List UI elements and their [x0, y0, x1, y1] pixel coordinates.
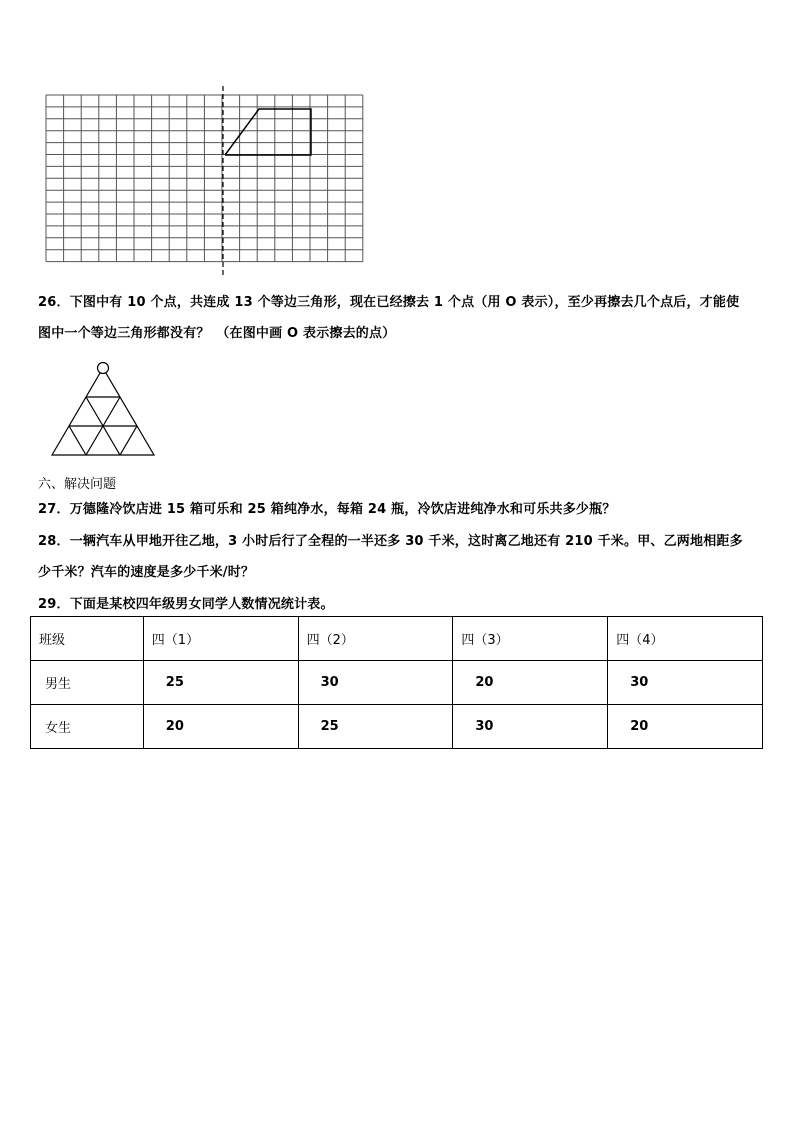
q27-text: 27．万德隆冷饮店进 15 箱可乐和 25 箱纯净水，每箱 24 瓶，冷饮店进纯净水和可乐共多少瓶？ [38, 502, 616, 517]
table-header-cell: 四（1） [143, 617, 298, 661]
table-cell: 20 [608, 705, 763, 749]
table-cell: 30 [453, 705, 608, 749]
triangle-figure [45, 358, 160, 460]
q26-line1: 26．下图中有 10 个点，共连成 13 个等边三角形，现在已经擦去 1 个点（用 O 表示），至少再擦去几个点后，才能使 [38, 295, 740, 310]
table-header-cell: 四（2） [298, 617, 453, 661]
table-header-cell: 班级 [31, 617, 144, 661]
shape-outline [225, 109, 311, 155]
table-header-row [31, 617, 763, 661]
table-cell: 30 [298, 661, 453, 705]
table-cell: 20 [143, 705, 298, 749]
triangle-line [69, 426, 86, 455]
table-header-cell: 四（3） [453, 617, 608, 661]
grid-figure [40, 85, 375, 280]
table-row [31, 705, 763, 749]
q28-line2: 少千米？汽车的速度是多少千米/时？ [38, 565, 255, 580]
row-label: 女生 [31, 705, 144, 749]
outer-triangle [52, 368, 154, 455]
table-cell: 20 [453, 661, 608, 705]
grid-lines [46, 95, 363, 262]
table-header-cell: 四（4） [608, 617, 763, 661]
table-cell: 25 [298, 705, 453, 749]
triangle-line [120, 426, 137, 455]
section-title: 六、解决问题 [38, 477, 117, 492]
stats-table [30, 616, 763, 749]
q29-text: 29．下面是某校四年级男女同学人数情况统计表。 [38, 597, 334, 612]
erased-point-marker [98, 363, 109, 374]
row-label: 男生 [31, 661, 144, 705]
q26-line2: 图中一个等边三角形都没有？ （在图中画 O 表示擦去的点） [38, 326, 396, 341]
table-cell: 30 [608, 661, 763, 705]
table-cell: 25 [143, 661, 298, 705]
q28-line1: 28．一辆汽车从甲地开往乙地，3 小时后行了全程的一半还多 30 千米，这时离乙地还有 210 千米。甲、乙两地相距多 [38, 534, 743, 549]
table-row [31, 661, 763, 705]
